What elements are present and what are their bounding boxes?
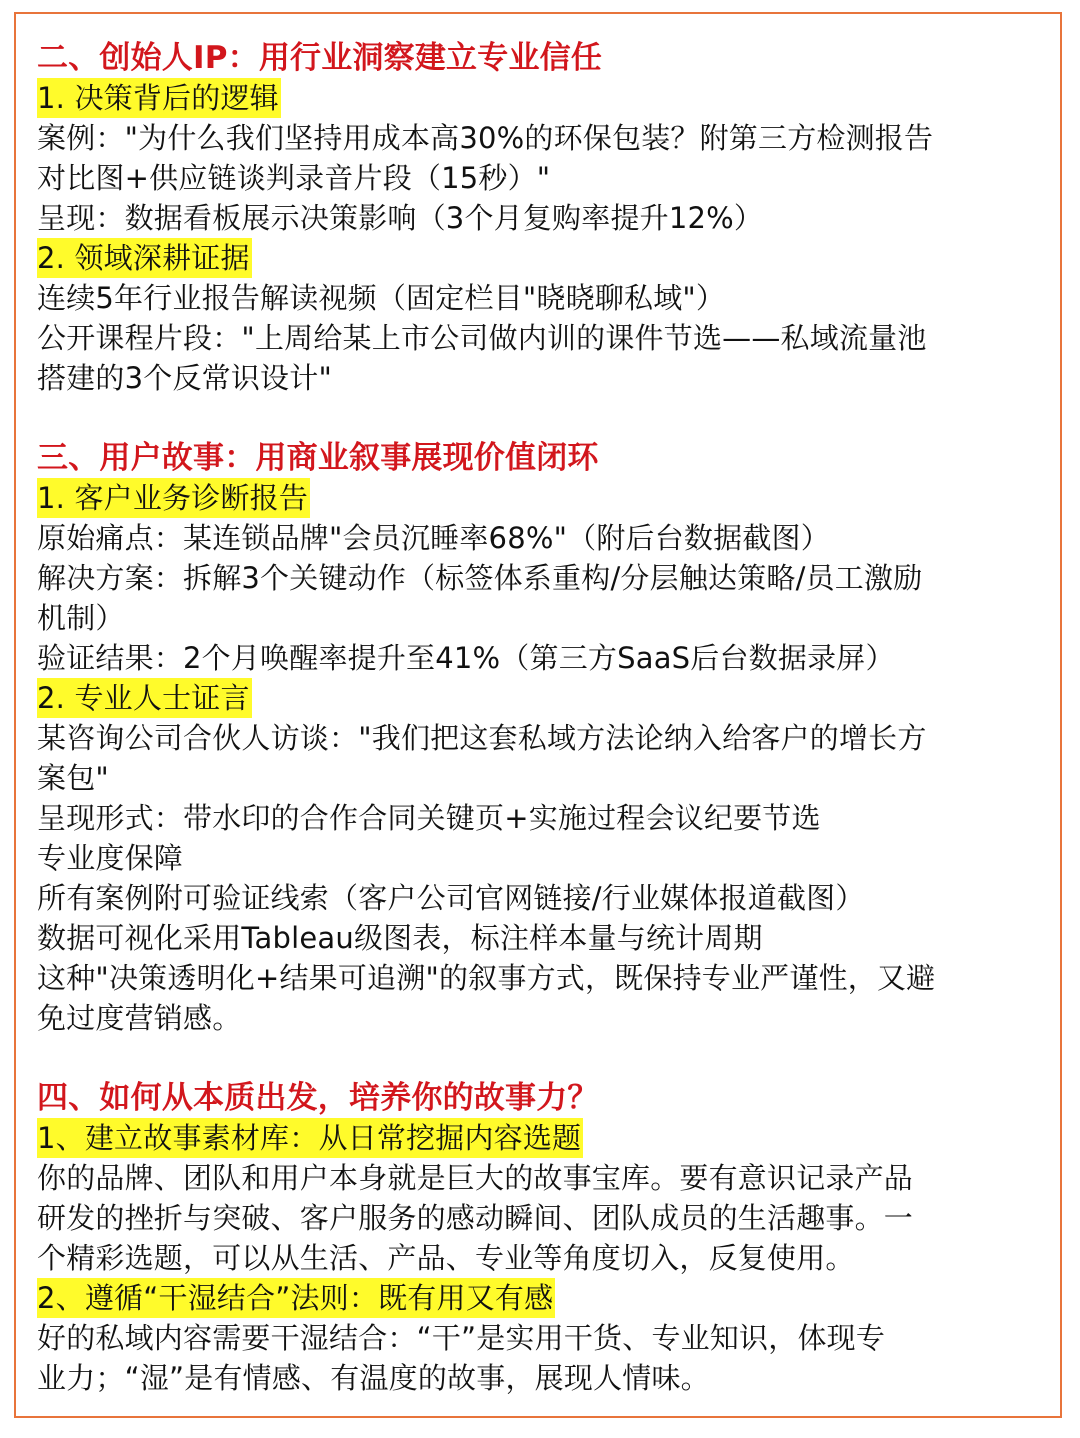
subtitle-dry-wet-rule: 2、遵循“干湿结合”法则：既有用又有感 [37,1278,555,1318]
paragraph-line: 免过度营销感。 [37,1001,242,1035]
paragraph-line: 呈现形式：带水印的合作合同关键页+实施过程会议纪要节选 [37,801,821,835]
paragraph-line: 验证结果：2个月唤醒率提升至41%（第三方SaaS后台数据录屏） [37,641,895,675]
paragraph-line: 专业度保障 [37,841,184,875]
paragraph-line: 搭建的3个反常识设计" [37,361,332,395]
paragraph-line: 对比图+供应链谈判录音片段（15秒）" [37,161,551,195]
subtitle-domain-evidence: 2. 领域深耕证据 [37,238,252,278]
paragraph-line: 研发的挫折与突破、客户服务的感动瞬间、团队成员的生活趣事。一 [37,1201,914,1235]
subtitle-expert-testimony: 2. 专业人士证言 [37,678,252,718]
section-spacer [37,1038,1047,1078]
paragraph-line: 某咨询公司合伙人访谈："我们把这套私域方法论纳入给客户的增长方 [37,721,927,755]
paragraph-line: 数据可视化采用Tableau级图表，标注样本量与统计周期 [37,921,763,955]
paragraph-line: 案包" [37,761,109,795]
paragraph-line: 原始痛点：某连锁品牌"会员沉睡率68%"（附后台数据截图） [37,521,830,555]
paragraph-line: 这种"决策透明化+结果可追溯"的叙事方式，既保持专业严谨性，又避 [37,961,936,995]
paragraph-line: 个精彩选题，可以从生活、产品、专业等角度切入，反复使用。 [37,1241,855,1275]
paragraph-line: 所有案例附可验证线索（客户公司官网链接/行业媒体报道截图） [37,881,865,915]
section-title-story-power: 四、如何从本质出发，培养你的故事力？ [37,1080,599,1116]
paragraph-line: 案例："为什么我们坚持用成本高30%的环保包装？附第三方检测报告 [37,121,934,155]
paragraph-line: 公开课程片段："上周给某上市公司做内训的课件节选——私域流量池 [37,321,927,355]
section-title-founder-ip: 二、创始人IP：用行业洞察建立专业信任 [37,40,603,76]
paragraph-line: 好的私域内容需要干湿结合：“干”是实用干货、专业知识，体现专 [37,1321,886,1355]
paragraph-line: 业力；“湿”是有情感、有温度的故事，展现人情味。 [37,1361,710,1395]
paragraph-line: 解决方案：拆解3个关键动作（标签体系重构/分层触达策略/员工激励 [37,561,923,595]
paragraph-line: 机制） [37,601,125,635]
document-body [37,38,1047,1398]
section-spacer [37,398,1047,438]
paragraph-line: 呈现：数据看板展示决策影响（3个月复购率提升12%） [37,201,764,235]
subtitle-diagnosis-report: 1. 客户业务诊断报告 [37,478,310,518]
subtitle-decision-logic: 1. 决策背后的逻辑 [37,78,281,118]
paragraph-line: 你的品牌、团队和用户本身就是巨大的故事宝库。要有意识记录产品 [37,1161,914,1195]
subtitle-story-library: 1、建立故事素材库：从日常挖掘内容选题 [37,1118,583,1158]
section-title-user-story: 三、用户故事：用商业叙事展现价值闭环 [37,440,599,476]
paragraph-line: 连续5年行业报告解读视频（固定栏目"晓晓聊私域"） [37,281,726,315]
